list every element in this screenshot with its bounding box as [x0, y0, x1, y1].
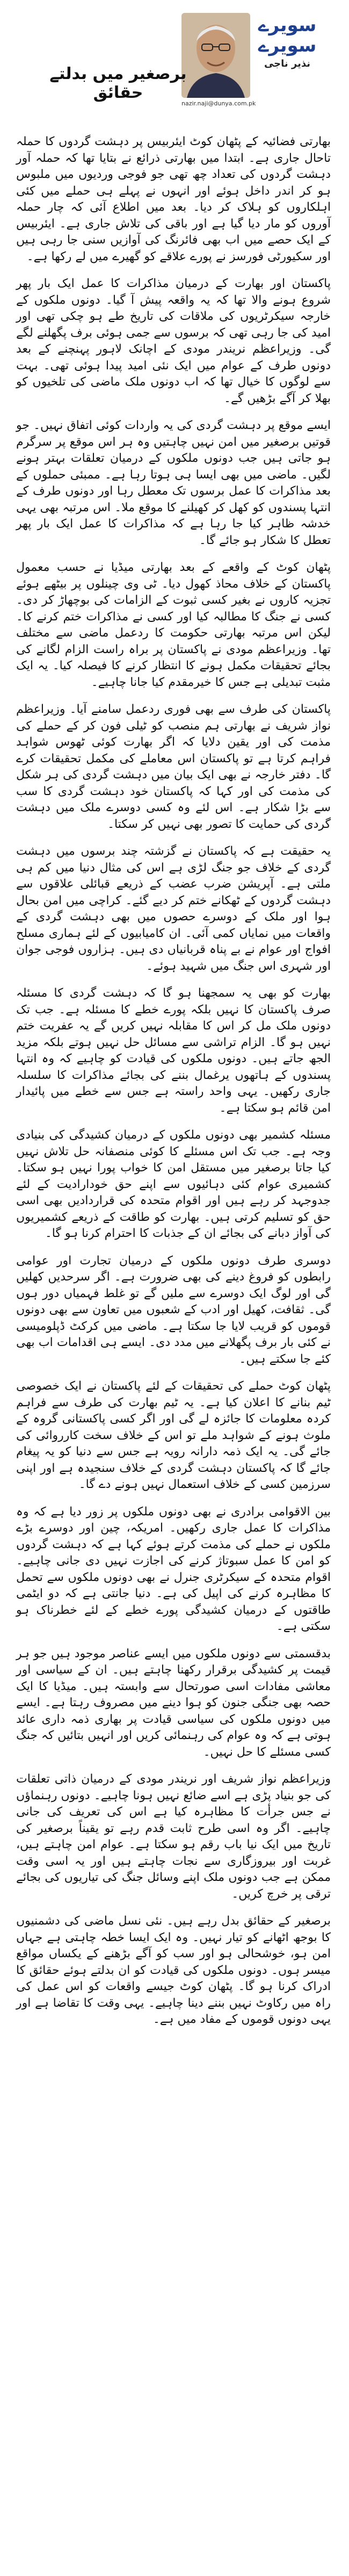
paragraph: برصغیر کے حقائق بدل رہے ہیں۔ نئی نسل ماضی کی دشمنیوں کا بوجھ اٹھانے کو تیار نہیں۔ وہ ایک ایسا خطہ چاہتی ہے جہاں امن ہو، خوشحالی ہو اور سب کو آگے بڑھنے کے یکساں مواقع میسر ہوں۔ دونوں ملکوں کی قیادت کو ان بدلتے ہوئے حقائق کا ادراک کرنا ہو گا۔ پٹھان کوٹ جیسے واقعات کو اس عمل کی راہ میں رکاوٹ نہیں بننے دینا چاہیے۔ یہی وقت کا تقاضا ہے اور یہی دونوں قوموں کے مفاد میں ہے۔	[16, 1914, 331, 2026]
paragraph: پٹھان کوٹ حملے کی تحقیقات کے لئے پاکستان نے ایک خصوصی ٹیم بنانے کا اعلان کیا ہے۔ یہ ٹیم بھارت کی طرف سے فراہم کردہ معلومات کا جائزہ لے گی اور اگر کسی پاکستانی گروہ کے ملوث ہونے کے شواہد ملے تو اس کے خلاف سخت کارروائی کی جائے گی۔ یہ ایک ذمہ دارانہ رویہ ہے جس سے دنیا کو یہ پیغام جائے گا کہ پاکستان دہشت گردی کے خلاف سنجیدہ ہے اور اپنی سرزمین کسی کے خلاف استعمال نہیں ہونے دے گا۔	[16, 1379, 331, 1491]
paragraph: ایسے موقع پر دہشت گردی کی یہ واردات کوئی اتفاق نہیں۔ جو قوتیں برصغیر میں امن نہیں چاہتیں وہ ہر اس موقع پر سرگرم ہو جاتی ہیں جب دونوں ملکوں کے درمیان تعلقات بہتر ہونے لگیں۔ ماضی میں بھی ایسا ہی ہوتا رہا ہے۔ ممبئی حملوں کے بعد مذاکرات کا عمل برسوں تک معطل رہا اور دونوں طرف کے انتہا پسندوں کو کھل کر کھیلنے کا موقع ملا۔ اس مرتبہ بھی یہی خدشہ ظاہر کیا جا رہا ہے کہ مذاکرات کا عمل ایک بار پھر تعطل کا شکار ہو جائے گا۔	[16, 419, 331, 547]
column-header	[16, 10, 331, 131]
paragraph: دوسری طرف دونوں ملکوں کے درمیان تجارت اور عوامی رابطوں کو فروغ دینے کی بھی ضرورت ہے۔ اگر سرحدیں کھلیں گی اور لوگ ایک دوسرے سے ملیں گے تو غلط فہمیاں دور ہوں گی۔ ثقافت، کھیل اور ادب کے شعبوں میں تعاون سے بھی دونوں قوموں کو قریب لایا جا سکتا ہے۔ ماضی میں کرکٹ ڈپلومیسی نے کئی بار برف پگھلانے میں مدد دی۔ ایسے ہی اقدامات اب بھی کئے جا سکتے ہیں۔	[16, 1254, 331, 1366]
paragraph: پٹھان کوٹ کے واقعے کے بعد بھارتی میڈیا نے حسب معمول پاکستان کے خلاف محاذ کھول دیا۔ ٹی وی چینلوں پر بیٹھے ہوئے تجزیہ کاروں نے بغیر کسی ثبوت کے الزامات کی بوچھاڑ کر دی۔ کسی نے جنگ کا مطالبہ کیا اور کسی نے مذاکرات ختم کرنے کا۔ لیکن اس مرتبہ بھارتی حکومت کا ردعمل ماضی سے مختلف تھا۔ وزیراعظم مودی نے پاکستان پر براہ راست الزام لگانے کی بجائے تحقیقات مکمل ہونے کا انتظار کرنے کا فیصلہ کیا۔ یہ ایک مثبت تبدیلی ہے جس کا خیرمقدم کیا جانا چاہیے۔	[16, 561, 331, 689]
author-email[interactable]: nazir.naji@dunya.com.pk	[181, 100, 256, 107]
paragraph: وزیراعظم نواز شریف اور نریندر مودی کے درمیان ذاتی تعلقات کی جو بنیاد پڑی ہے اسے ضائع نہیں ہونا چاہیے۔ دونوں رہنماؤں نے جس جرأت کا مظاہرہ کیا ہے اس کی تعریف کی جانی چاہیے۔ اگر وہ اسی طرح ثابت قدم رہے تو یقیناً برصغیر کی تاریخ میں ایک نیا باب رقم ہو سکتا ہے۔ عوام امن چاہتے ہیں، غربت اور بیروزگاری سے نجات چاہتے ہیں اور یہ اسی وقت ممکن ہے جب دونوں ملک اپنے وسائل جنگ کی تیاریوں کی بجائے ترقی پر خرچ کریں۔	[16, 1772, 331, 1901]
paragraph: بھارت کو بھی یہ سمجھنا ہو گا کہ دہشت گردی کا مسئلہ صرف پاکستان کا نہیں بلکہ پورے خطے کا مسئلہ ہے۔ جب تک دونوں ملک مل کر اس کا مقابلہ نہیں کریں گے یہ عفریت ختم نہیں ہو گا۔ الزام تراشی سے مسائل حل نہیں ہوتے بلکہ مزید الجھ جاتے ہیں۔ دونوں ملکوں کی قیادت کو چاہیے کہ وہ انتہا پسندوں کے ہاتھوں یرغمال بننے کی بجائے مذاکرات کا سلسلہ جاری رکھیں۔ یہی واحد راستہ ہے جس سے خطے میں پائیدار امن قائم ہو سکتا ہے۔	[16, 986, 331, 1115]
author-name: نذیر ناجی	[264, 58, 311, 69]
paragraph: مسئلہ کشمیر بھی دونوں ملکوں کے درمیان کشیدگی کی بنیادی وجہ ہے۔ جب تک اس مسئلے کا کوئی منصفانہ حل تلاش نہیں کیا جاتا برصغیر میں مستقل امن کا خواب پورا نہیں ہو سکتا۔ کشمیری عوام کئی دہائیوں سے اپنے حق خودارادیت کے لئے جدوجہد کر رہے ہیں اور اقوام متحدہ کی قراردادیں بھی اسی حق کو تسلیم کرتی ہیں۔ بھارت کو طاقت کے ذریعے کشمیریوں کی آواز دبانے کی بجائے ان کے جذبات کا احترام کرنا ہو گا۔	[16, 1128, 331, 1240]
paragraph: بین الاقوامی برادری نے بھی دونوں ملکوں پر زور دیا ہے کہ وہ مذاکرات کا عمل جاری رکھیں۔ امریکہ، چین اور دوسرے بڑے ملکوں نے حملے کی مذمت کرتے ہوئے کہا ہے کہ دہشت گردوں کو امن کا عمل سبوتاژ کرنے کی اجازت نہیں دی جانی چاہیے۔ اقوام متحدہ کے سیکرٹری جنرل نے بھی دونوں ملکوں سے تحمل کا مظاہرہ کرنے کی اپیل کی ہے۔ دنیا جانتی ہے کہ دو ایٹمی طاقتوں کے درمیان کشیدگی پورے خطے کے لئے خطرناک ہو سکتی ہے۔	[16, 1505, 331, 1633]
masthead	[256, 15, 319, 69]
headline: برصغیر میں بدلتے حقائق	[49, 65, 187, 102]
masthead-logo: سویرے سویرے	[258, 15, 317, 56]
paragraph: بدقسمتی سے دونوں ملکوں میں ایسے عناصر موجود ہیں جو ہر قیمت پر کشیدگی برقرار رکھنا چاہتے ہیں۔ ان کے سیاسی اور معاشی مفادات اسی صورتحال سے وابستہ ہیں۔ میڈیا کا ایک حصہ بھی جنگی جنون کو ہوا دینے میں مصروف رہتا ہے۔ ایسے میں دونوں ملکوں کی سیاسی قیادت پر بھاری ذمہ داری عائد ہوتی ہے کہ وہ عوام کی رہنمائی کریں اور انہیں بتائیں کہ جنگ کسی مسئلے کا حل نہیں۔	[16, 1647, 331, 1759]
article-body	[16, 134, 331, 2028]
paragraph: یہ حقیقت ہے کہ پاکستان نے گزشتہ چند برسوں میں دہشت گردی کے خلاف جو جنگ لڑی ہے اس کی مثال دنیا میں کم ہی ملتی ہے۔ آپریشن ضرب عضب کے ذریعے قبائلی علاقوں سے دہشت گردوں کے ٹھکانے ختم کر دیے گئے۔ کراچی میں امن بحال ہوا اور ملک کے دوسرے حصوں میں بھی دہشت گردی کے واقعات میں نمایاں کمی آئی۔ ان کامیابیوں کے لئے ہماری مسلح افواج اور عوام نے بے پناہ قربانیاں دی ہیں۔ ہزاروں فوجی جوان اور شہری اس جنگ میں شہید ہوئے۔	[16, 845, 331, 973]
paragraph: پاکستان اور بھارت کے درمیان مذاکرات کا عمل ایک بار پھر شروع ہونے والا تھا کہ یہ واقعہ پیش آ گیا۔ دونوں ملکوں کے خارجہ سیکرٹریوں کی ملاقات کی تاریخ طے ہو چکی تھی اور امید کی جا رہی تھی کہ برسوں سے جمی ہوئی برف پگھلنے لگے گی۔ وزیراعظم نریندر مودی کے اچانک لاہور پہنچنے کے بعد دونوں طرف کے عوام میں ایک نئی امید پیدا ہوئی تھی۔ بہت سے لوگوں کا خیال تھا کہ اب دونوں ملک ماضی کی تلخیوں کو بھلا کر آگے بڑھیں گے۔	[16, 277, 331, 405]
paragraph: پاکستان کی طرف سے بھی فوری ردعمل سامنے آیا۔ وزیراعظم نواز شریف نے بھارتی ہم منصب کو ٹیلی فون کر کے حملے کی مذمت کی اور یقین دلایا کہ اگر بھارت کوئی ٹھوس شواہد فراہم کرتا ہے تو پاکستان اس معاملے کی مکمل تحقیقات کرے گا۔ دفتر خارجہ نے بھی ایک بیان میں دہشت گردی کی ہر شکل کی مذمت کی اور کہا کہ پاکستان خود دہشت گردی کا سب سے بڑا شکار ہے۔ اس لئے وہ کسی دوسرے ملک میں دہشت گردی کی حمایت کا تصور بھی نہیں کر سکتا۔	[16, 703, 331, 831]
paragraph: بھارتی فضائیہ کے پٹھان کوٹ ایئربیس پر دہشت گردوں کا حملہ تاحال جاری ہے۔ ابتدا میں بھارتی ذرائع نے بتایا تھا کہ حملہ آور دہشت گردوں کی تعداد چھ تھی جو فوجی وردیوں میں ملبوس ہو کر اندر داخل ہوئے اور انہوں نے پہلے ہی حملے میں کئی اہلکاروں کو ہلاک کر دیا۔ بعد میں اطلاع آئی کہ چار حملہ آوروں کو مار دیا گیا ہے اور باقی کی تلاش جاری ہے۔ ایئربیس کے ایک حصے میں اب بھی فائرنگ کی آوازیں سنی جا رہی ہیں اور سکیورٹی فورسز نے پورے علاقے کو گھیرے میں لے رکھا ہے۔	[16, 135, 331, 263]
